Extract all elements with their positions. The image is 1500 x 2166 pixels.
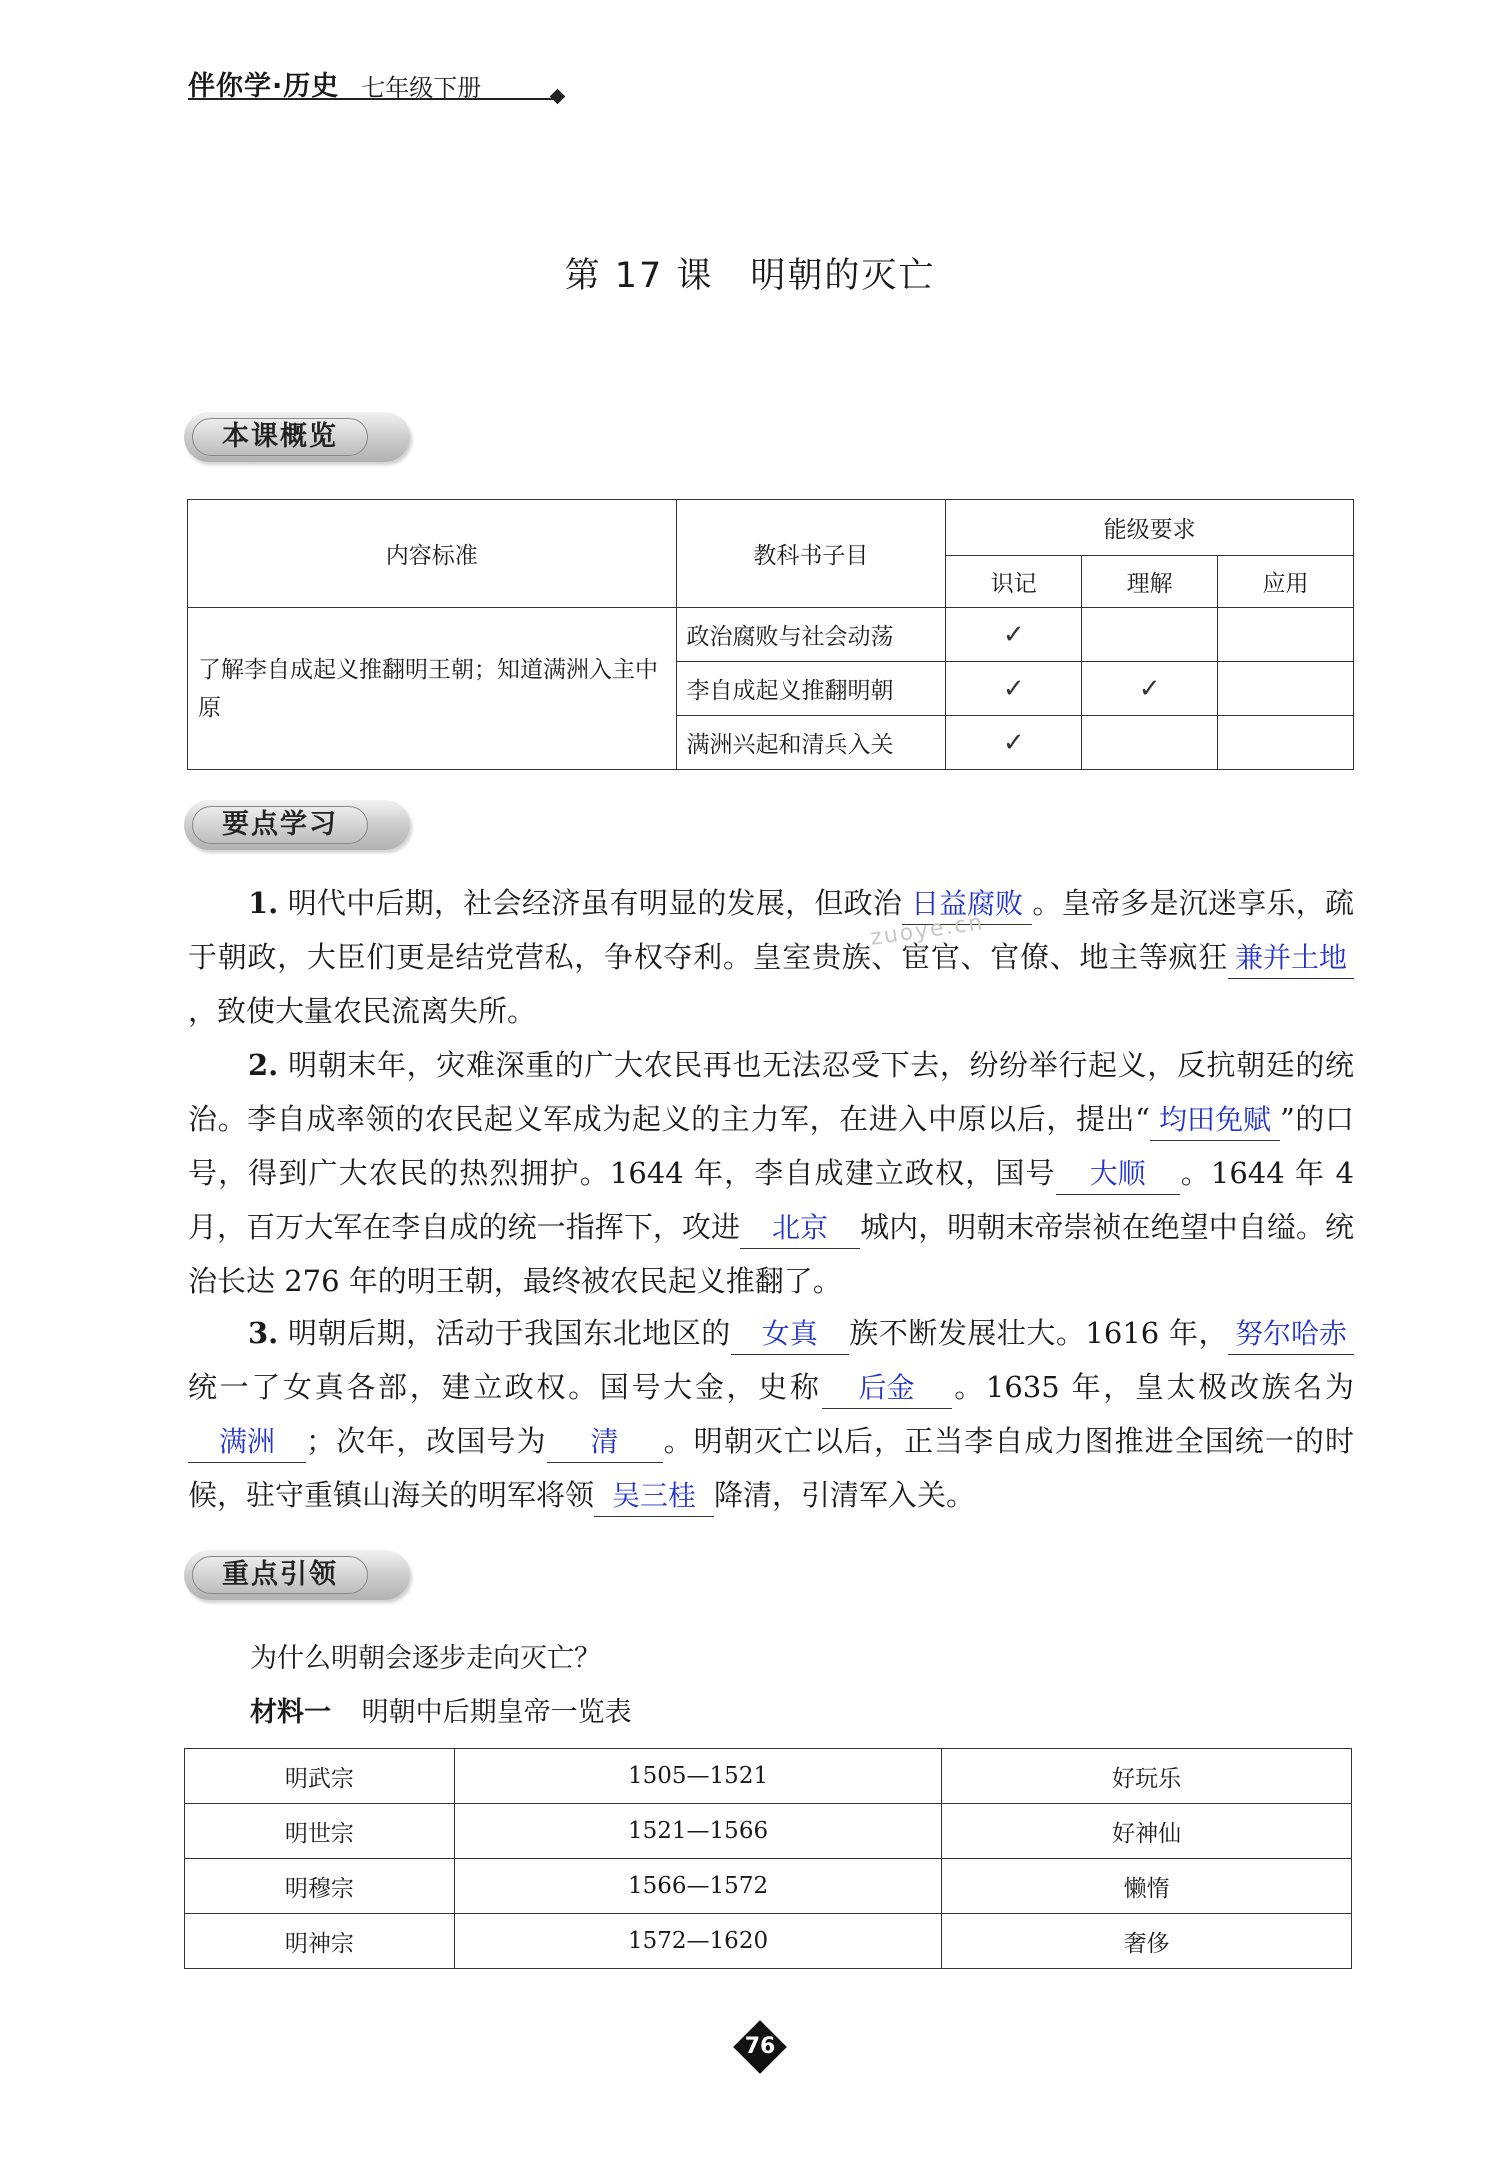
point-text: ”的口号，得到广大农民的热烈拥护。1644 年，李自成建立政权，国号 [188,1102,1355,1190]
point-text: 明朝末年，灾难深重的广大农民再也无法忍受下去，纷纷举行起义，反抗朝廷的统治。李自成率领的农民起义军成为起义的主力军，在进入中原以后，提出“ [188,1048,1354,1136]
point-1 [188,876,1354,1038]
header-level-apply: 应用 [1218,556,1354,608]
page-number: 76 [744,2034,776,2059]
watermark: zuoye.cn [868,910,986,951]
emperor-trait: 好玩乐 [942,1749,1352,1804]
emperor-name: 明武宗 [185,1749,455,1804]
emperor-years: 1505—1521 [454,1749,942,1804]
point-text: 明代中后期，社会经济虽有明显的发展，但政治 [287,886,903,920]
point-number: 1. [248,886,279,920]
answer-text: 满洲 [218,1425,275,1458]
check-mark: ✓ [946,716,1082,770]
emperor-table [184,1748,1352,1969]
point-text: 。1635 年，皇太极改族名为 [951,1370,1354,1404]
answer-blank[interactable] [1228,937,1354,979]
section-tag-focus [184,1550,410,1600]
emperor-trait: 懒惰 [942,1859,1352,1914]
point-text: 。1644 年 4 月，百万大军在李自成的统一指挥下，攻进 [188,1156,1354,1244]
answer-text: 北京 [772,1211,829,1244]
check-mark [1082,608,1218,662]
emperor-trait: 奢侈 [942,1914,1352,1969]
emperor-name: 明世宗 [185,1804,455,1859]
table-row [185,1804,1352,1859]
answer-text: 清 [590,1425,619,1458]
emperor-trait: 好神仙 [942,1804,1352,1859]
header-level-understand: 理解 [1082,556,1218,608]
answer-blank[interactable] [1228,1313,1354,1355]
answer-text: 女真 [761,1317,818,1350]
check-mark [1218,716,1354,770]
point-text: 降清，引清军入关。 [714,1478,976,1512]
point-text: 。皇帝多是沉迷享乐，疏于朝政，大臣们更是结党营私，争权夺利。皇室贵族、宦官、官僚、地主等疯狂 [188,886,1354,974]
section-tag-label: 要点学习 [192,806,368,844]
answer-blank[interactable] [731,1313,849,1355]
check-mark [1082,716,1218,770]
content-standard-cell: 了解李自成起义推翻明王朝；知道满洲入主中原 [188,608,677,770]
material-caption [250,1690,632,1729]
book-series: 伴你学·历史 [188,71,340,102]
check-mark [1218,662,1354,716]
table-row [185,1914,1352,1969]
material-label: 材料一 [250,1697,331,1728]
subtitle-cell: 政治腐败与社会动荡 [676,608,946,662]
answer-text: 兼并土地 [1234,941,1347,974]
focus-question: 为什么明朝会逐步走向灭亡？ [250,1643,601,1674]
answer-text: 均田免赋 [1158,1103,1271,1136]
book-grade: 七年级下册 [361,74,482,102]
point-text: ；次年，改国号为 [306,1424,547,1458]
emperor-years: 1521—1566 [454,1804,942,1859]
answer-blank[interactable] [1150,1099,1280,1141]
emperor-name: 明神宗 [185,1914,455,1969]
table-row [185,1859,1352,1914]
table-row [185,1749,1352,1804]
section-tag-label: 本课概览 [192,418,368,456]
answer-blank[interactable] [740,1207,860,1249]
answer-blank[interactable] [547,1421,663,1463]
header-subtitle: 教科书子目 [676,500,946,608]
header-level-memorize: 识记 [946,556,1082,608]
header-content-standard: 内容标准 [188,500,677,608]
answer-blank[interactable] [594,1475,714,1517]
point-text: 。明朝灭亡以后，正当李自成力图推进全国统一的时候，驻守重镇山海关的明军将领 [188,1424,1354,1512]
answer-text: 大顺 [1089,1157,1146,1190]
emperor-years: 1566—1572 [454,1859,942,1914]
diamond-icon [550,89,566,105]
section-tag-label: 重点引领 [192,1556,368,1594]
emperor-years: 1572—1620 [454,1914,942,1969]
subtitle-cell: 李自成起义推翻明朝 [676,662,946,716]
check-mark: ✓ [946,662,1082,716]
material-title: 明朝中后期皇帝一览表 [361,1697,632,1728]
answer-text: 吴三桂 [612,1479,697,1512]
section-tag-key-learning [184,800,410,850]
answer-blank[interactable] [188,1421,306,1463]
answer-blank[interactable] [1056,1153,1180,1195]
check-mark: ✓ [1082,662,1218,716]
point-text: 城内，明朝末帝崇祯在绝望中自缢。统治长达 276 年的明王朝，最终被农民起义推翻了。 [188,1210,1354,1298]
check-mark [1218,608,1354,662]
answer-blank[interactable] [822,1367,952,1409]
section-tag-overview [184,412,410,462]
answer-text: 日益腐败 [911,887,1024,920]
overview-table [187,499,1354,770]
point-number: 3. [248,1316,279,1350]
point-text: ，致使大量农民流离失所。 [188,994,537,1028]
header-rule [188,98,558,100]
lesson-title: 第 17 课 明朝的灭亡 [564,256,936,296]
header-level: 能级要求 [946,500,1354,556]
point-text: 明朝后期，活动于我国东北地区的 [288,1316,731,1350]
answer-text: 努尔哈赤 [1234,1317,1347,1350]
point-number: 2. [248,1048,279,1082]
point-text: 族不断发展壮大。1616 年， [848,1316,1228,1350]
point-text: 统一了女真各部，建立政权。国号大金，史称 [188,1370,822,1404]
point-2 [188,1038,1354,1308]
point-3 [188,1306,1354,1522]
subtitle-cell: 满洲兴起和清兵入关 [676,716,946,770]
answer-text: 后金 [858,1371,915,1404]
emperor-name: 明穆宗 [185,1859,455,1914]
check-mark: ✓ [946,608,1082,662]
